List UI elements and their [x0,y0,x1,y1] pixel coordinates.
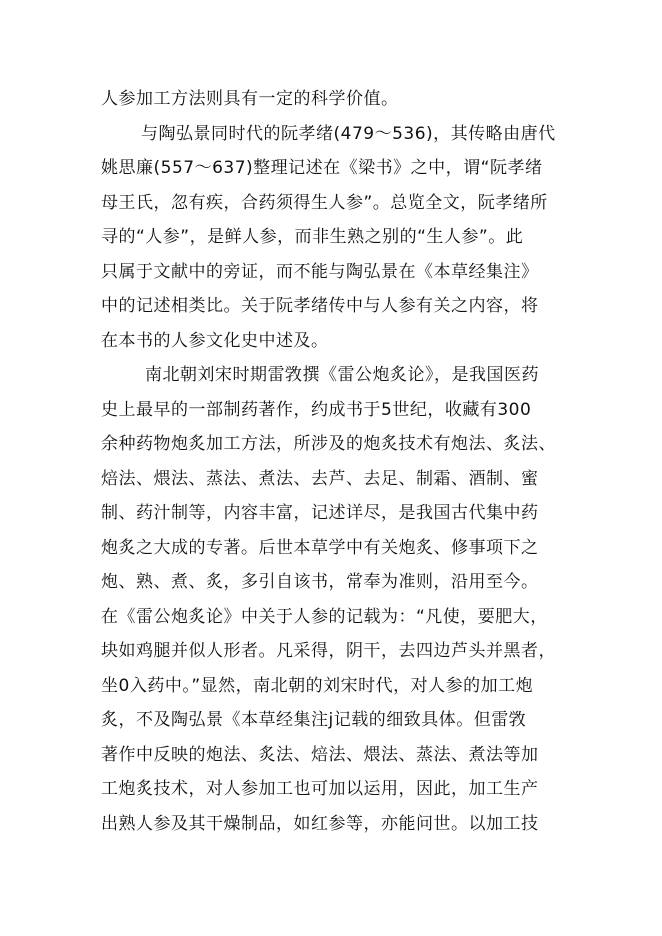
text-line: 在《雷公炮炙论》中关于人参的记载为：“凡使，要肥大， [101,606,548,627]
text-line: 只属于文献中的旁证，而不能与陶弘景在《本草经集注》 [101,261,539,282]
text-line: 块如鸡腿并似人形者。凡采得，阴干，去四边芦头并黑者， [101,641,556,661]
text-line: 余种药物炮炙加工方法，所涉及的炮炙技术有炮法、炙法、 [101,434,556,454]
text-line: 寻的“人参”，是鲜人参，而非生熟之别的“生人参”。此 [101,227,524,247]
text-line: 工炮炙技术，对人参加工也可加以运用，因此，加工生产 [101,779,539,799]
text-line: 制、药汁制等，内容丰富，记述详尽，是我国古代集中药 [101,503,539,523]
text-line: 炙，不及陶弘景《本草经集注j记载的细致具体。但雷敩 [101,710,527,730]
text-line: 与陶弘景同时代的阮孝绪(479～536)，其传略由唐代 [141,123,556,144]
text-line: 人参加工方法则具有一定的科学价值。 [101,89,399,109]
text-line: 坐0入药中。”显然，南北朝的刘宋时代，对人参的加工炮 [101,675,534,696]
text-line: 史上最早的一部制药著作，约成书于5世纪，收藏有300 [101,399,532,420]
text-line: 出熟人参及其干燥制品，如红参等，亦能问世。以加工技 [101,813,539,834]
text-line: 炮、熟、煮、炙，多引自该书，常奉为准则，沿用至今。 [101,572,539,592]
document-body [101,82,556,841]
text-line: 母王氏，忽有疾，合药须得生人参”。总览全文，阮孝绪所 [101,192,548,213]
text-line: 焙法、煨法、蒸法、煮法、去芦、去足、制霜、酒制、蜜 [101,468,539,489]
text-line: 著作中反映的炮法、炙法、焙法、煨法、蒸法、煮法等加 [101,744,539,765]
text-line: 中的记述相类比。关于阮孝绪传中与人参有关之内容，将 [101,296,539,316]
text-line: 姚思廉(557～637)整理记述在《梁书》之中，谓“阮孝绪 [101,158,543,178]
text-line: 在本书的人参文化史中述及。 [101,330,329,351]
text-line: 炮炙之大成的专著。后世本草学中有关炮炙、修事项下之 [101,537,539,558]
text-line: 南北朝刘宋时期雷敩撰《雷公炮炙论》，是我国医药 [145,365,539,385]
